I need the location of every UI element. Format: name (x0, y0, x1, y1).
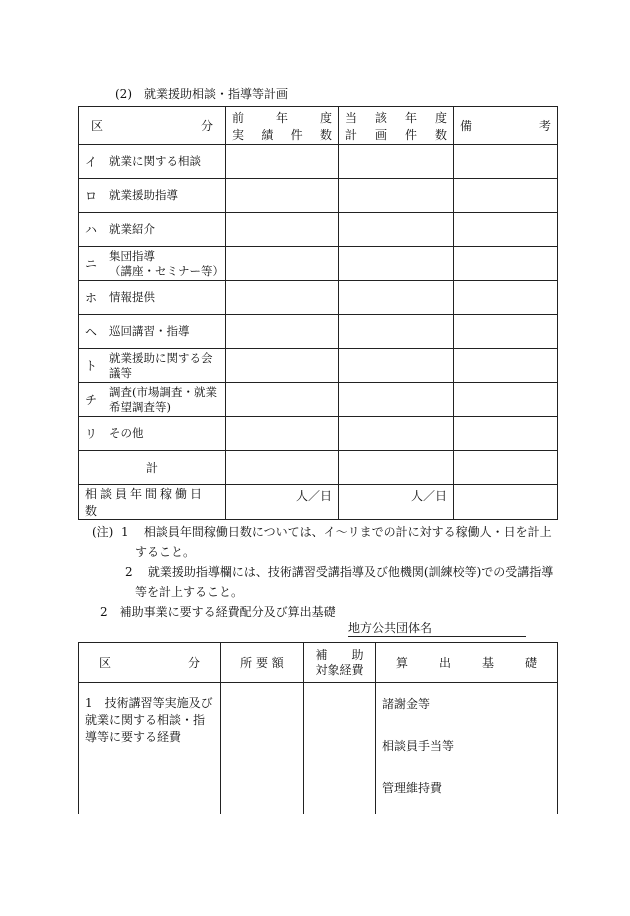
row-label: ホ 情報提供 (79, 281, 226, 315)
section-title: (2) 就業援助相談・指導等計画 (115, 87, 288, 101)
current-plan-cell[interactable] (339, 315, 454, 349)
note-2-cont: 等を計上すること。 (135, 585, 244, 599)
remarks-cell[interactable] (454, 281, 558, 315)
workdays-label: 相談員年間稼働日数 (79, 485, 226, 520)
header-required: 所 要 額 (221, 643, 304, 683)
prev-year-cell[interactable] (226, 383, 339, 417)
table-row (79, 383, 558, 417)
current-plan-cell[interactable] (339, 179, 454, 213)
prev-year-cell[interactable] (226, 315, 339, 349)
table-row (79, 315, 558, 349)
basis-items: 諸謝金等 相談員手当等 管理維持費 (376, 683, 558, 817)
workdays-prev-unit: 人／日 (226, 485, 339, 520)
current-plan-cell[interactable] (339, 417, 454, 451)
prev-year-cell[interactable] (226, 247, 339, 281)
row-label: ト 就業援助に関する会 議等 (79, 349, 226, 383)
remarks-cell[interactable] (454, 349, 558, 383)
section2-title: 2 補助事業に要する経費配分及び算出基礎 (100, 605, 336, 619)
expense-table (78, 642, 558, 817)
current-plan-cell[interactable] (339, 281, 454, 315)
remarks-cell[interactable] (454, 417, 558, 451)
prev-year-cell[interactable] (226, 213, 339, 247)
row-label: イ 就業に関する相談 (79, 145, 226, 179)
expense-row (79, 683, 558, 817)
remarks-cell[interactable] (454, 315, 558, 349)
current-plan-cell[interactable] (339, 349, 454, 383)
remarks-cell[interactable] (454, 213, 558, 247)
table-row (79, 281, 558, 315)
header-basis: 算 出 基 礎 (376, 643, 558, 683)
table-row (79, 417, 558, 451)
row-label: ハ 就業紹介 (79, 213, 226, 247)
expense-row-label: 1 技術講習等実施及び 就業に関する相談・指 導等に要する経費 (79, 683, 221, 817)
remarks-cell[interactable] (454, 383, 558, 417)
workdays-row (79, 485, 558, 520)
header-kubun: 区 分 (79, 107, 226, 145)
note-1-cont: すること。 (135, 545, 196, 559)
table-header-row: 区 分 所 要 額 補 助 対象経費 算 出 基 礎 (79, 643, 558, 683)
table-row (79, 213, 558, 247)
note-1: (注) 1 相談員年間稼働日数については、イ～リまでの計に対する稼働人・日を計上 (92, 525, 552, 539)
total-row (79, 451, 558, 485)
table-row (79, 247, 558, 281)
header-subsidy: 補 助 対象経費 (304, 643, 376, 683)
remarks-cell[interactable] (454, 247, 558, 281)
row-label: リ その他 (79, 417, 226, 451)
remarks-cell[interactable] (454, 179, 558, 213)
row-label: ロ 就業援助指導 (79, 179, 226, 213)
entity-name-field: 地方公共団体名 (348, 620, 526, 637)
consultation-plan-table (78, 106, 558, 520)
remarks-cell[interactable] (454, 145, 558, 179)
note-2: 2 就業援助指導欄には、技術講習受講指導及び他機関(訓練校等)での受講指導 (125, 565, 554, 579)
workdays-cur-unit: 人／日 (339, 485, 454, 520)
total-label: 計 (79, 451, 226, 485)
table-header-row (79, 107, 558, 145)
header-remarks: 備 考 (454, 107, 558, 145)
current-plan-cell[interactable] (339, 247, 454, 281)
prev-year-cell[interactable] (226, 145, 339, 179)
current-plan-cell[interactable] (339, 213, 454, 247)
row-label: ヘ 巡回講習・指導 (79, 315, 226, 349)
row-label: ニ 集団指導 （講座・セミナー等） (79, 247, 226, 281)
prev-year-cell[interactable] (226, 281, 339, 315)
header-prev-year: 前 年 度 実 績 件 数 (226, 107, 339, 145)
current-plan-cell[interactable] (339, 383, 454, 417)
prev-year-cell[interactable] (226, 417, 339, 451)
table-row (79, 145, 558, 179)
header-current-year: 当 該 年 度 計 画 件 数 (339, 107, 454, 145)
row-label: チ 調査(市場調査・就業 希望調査等) (79, 383, 226, 417)
table-row (79, 179, 558, 213)
prev-year-cell[interactable] (226, 349, 339, 383)
current-plan-cell[interactable] (339, 145, 454, 179)
table-row (79, 349, 558, 383)
prev-year-cell[interactable] (226, 179, 339, 213)
